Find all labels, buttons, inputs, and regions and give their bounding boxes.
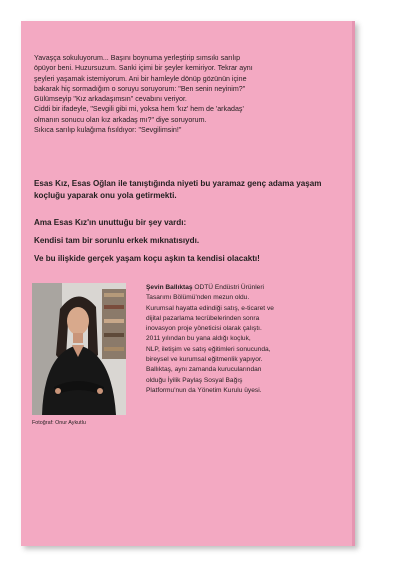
bio-line: Platformu'nun da Yönetim Kurulu üyesi. — [146, 386, 262, 394]
author-photo-illustration — [32, 283, 126, 415]
synopsis-paragraph-4: Ve bu ilişkide gerçek yaşam koçu aşkın ta kendisi olacaktı! — [34, 254, 260, 263]
bio-line: bireysel ve kurumsal eğitmenlik yapıyor. — [146, 356, 263, 364]
intro-line: Gülümseyip "Kız arkadaşımsın" cevabını veriyor. — [34, 95, 187, 104]
intro-line: Yavaşça sokuluyorum... Başını boynuma yerleştirip sımsıkı sarılıp — [34, 54, 241, 62]
author-photo — [32, 283, 126, 415]
bio-line: Tasarımı Bölümü'nden mezun oldu. — [146, 294, 250, 302]
bio-line: olduğu İyilik Paylaş Sosyal Bağış — [146, 376, 243, 384]
synopsis-paragraph-3: Kendisi tam bir sorunlu erkek mıknatısıydı. — [34, 236, 200, 245]
bio-line: ODTÜ Endüstri Ürünleri — [192, 284, 264, 291]
author-bio-line-1 — [146, 283, 344, 293]
intro-line: Ciddi bir ifadeyle, "Sevgili gibi mi, yoksa hem 'kız' hem de 'arkadaş' — [34, 105, 244, 114]
author-bio — [146, 283, 344, 396]
bio-line: NLP, iletişim ve satış eğitimleri sonucunda, — [146, 345, 271, 353]
bio-line: Ballıktaş, aynı zamanda kurucularından — [146, 366, 262, 374]
photo-caption: Fotoğraf: Onur Aykutlu — [32, 420, 86, 426]
intro-line: Sıkıca sarılıp kulağıma fısıldıyor: "Sevgilimsin!" — [34, 126, 182, 135]
cover-edge — [352, 21, 355, 546]
synopsis-paragraph-2: Ama Esas Kız'ın unuttuğu bir şey vardı: — [34, 218, 187, 227]
bio-line: inovasyon proje yöneticisi olarak çalıştı. — [146, 325, 262, 333]
intro-line: olmanın sonucu olan kız arkadaş mı?" diye soruyorum. — [34, 115, 207, 124]
book-back-cover — [21, 21, 355, 546]
intro-line: şeyleri yaşamak istemiyorum. Ani bir hamleyle dönüp gözünün içine — [34, 74, 247, 83]
bio-line: dijital pazarlama tecrübelerinden sonra — [146, 314, 260, 322]
intro-excerpt — [34, 53, 344, 135]
author-name: Şevin Ballıktaş — [146, 284, 193, 291]
bio-line: 2011 yılından bu yana aldığı koçluk, — [146, 335, 251, 343]
intro-line: bakarak hiç sormadığım o soruyu soruyorum: "Ben senin neyinim?" — [34, 84, 246, 93]
intro-line: öpüyor beni. Huzursuzum. Sanki içimi bir şeyler kemiriyor. Tekrar aynı — [34, 64, 253, 73]
synopsis-paragraph-1: Esas Kız, Esas Oğlan ile tanıştığında niyeti bu yaramaz genç adama yaşam koçluğu yaparak onu yola getirmekti. — [34, 179, 322, 200]
bio-line: Kurumsal hayatta edindiği satış, e-ticaret ve — [146, 304, 274, 312]
